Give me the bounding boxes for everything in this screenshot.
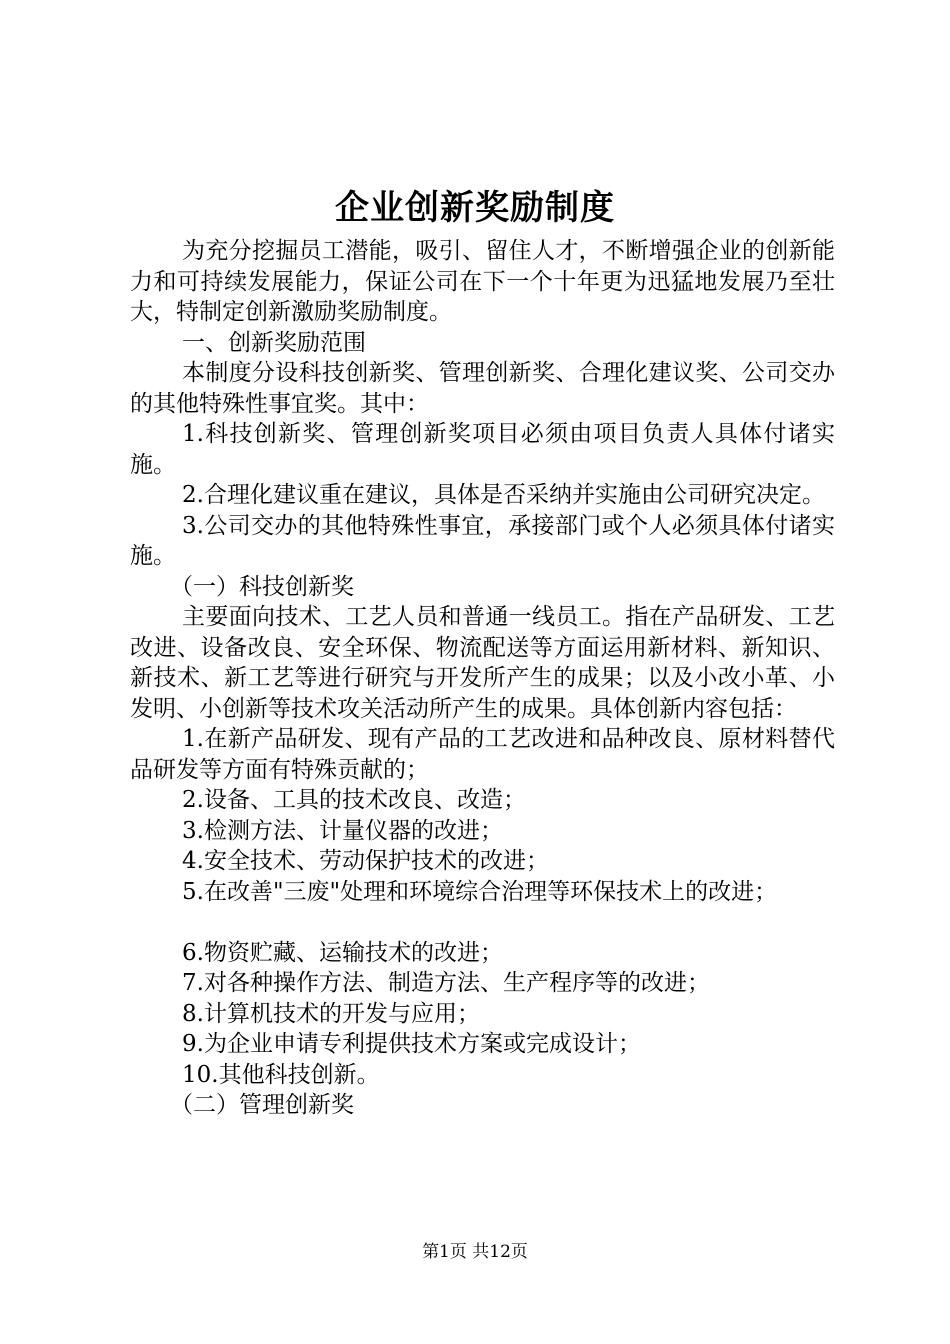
list-item: 2.设备、工具的技术改良、改造； — [182, 787, 526, 813]
document-title: 企业创新奖励制度 — [335, 188, 615, 228]
list-item: 1.在新产品研发、现有产品的工艺改进和品种改良、原材料替代品研发等方面有特殊贡献的； — [130, 726, 835, 783]
subsection-heading: （一）科技创新奖 — [170, 573, 354, 600]
list-item: 3.公司交办的其他特殊性事宜，承接部门或个人必须具体付诸实施。 — [130, 512, 835, 569]
list-item: 8.计算机技术的开发与应用； — [182, 1000, 480, 1027]
intro-paragraph: 为充分挖掘员工潜能，吸引、留住人才，不断增强企业的创新能力和可持续发展能力，保证公司在下一个十年更为迅猛地发展乃至壮大，特制定创新激励奖励制度。 — [130, 238, 835, 325]
list-item: 2.合理化建议重在建议，具体是否采纳并实施由公司研究决定。 — [182, 482, 825, 508]
list-item: 6.物资贮藏、运输技术的改进； — [182, 939, 503, 966]
subsection-heading: （二）管理创新奖 — [170, 1092, 354, 1118]
list-item: 4.安全技术、劳动保护技术的改进； — [182, 848, 549, 874]
list-item: 9.为企业申请专利提供技术方案或完成设计； — [182, 1031, 641, 1057]
list-item: 10.其他科技创新。 — [182, 1061, 380, 1088]
list-item: 1.科技创新奖、管理创新奖项目必须由项目负责人具体付诸实施。 — [130, 421, 835, 478]
body-paragraph: 本制度分设科技创新奖、管理创新奖、合理化建议奖、公司交办的其他特殊性事宜奖。其中： — [130, 360, 835, 417]
list-item: 3.检测方法、计量仪器的改进； — [182, 817, 503, 844]
page-number-footer: 第1页 共12页 — [422, 1242, 528, 1262]
list-item: 7.对各种操作方法、制造方法、生产程序等的改进； — [182, 970, 710, 996]
section-heading: 一、创新奖励范围 — [182, 329, 366, 356]
blank-line — [130, 907, 835, 938]
document-body — [130, 236, 835, 1121]
body-paragraph: 主要面向技术、工艺人员和普通一线员工。指在产品研发、工艺改进、设备改良、安全环保、物流配送等方面运用新材料、新知识、新技术、新工艺等进行研究与开发所产生的成果；以及小改小革、小发明、小创新等技术攻关活动所产生的成果。具体创新内容包括： — [130, 604, 835, 722]
list-item: 5.在改善"三废"处理和环境综合治理等环保技术上的改进； — [182, 878, 778, 905]
